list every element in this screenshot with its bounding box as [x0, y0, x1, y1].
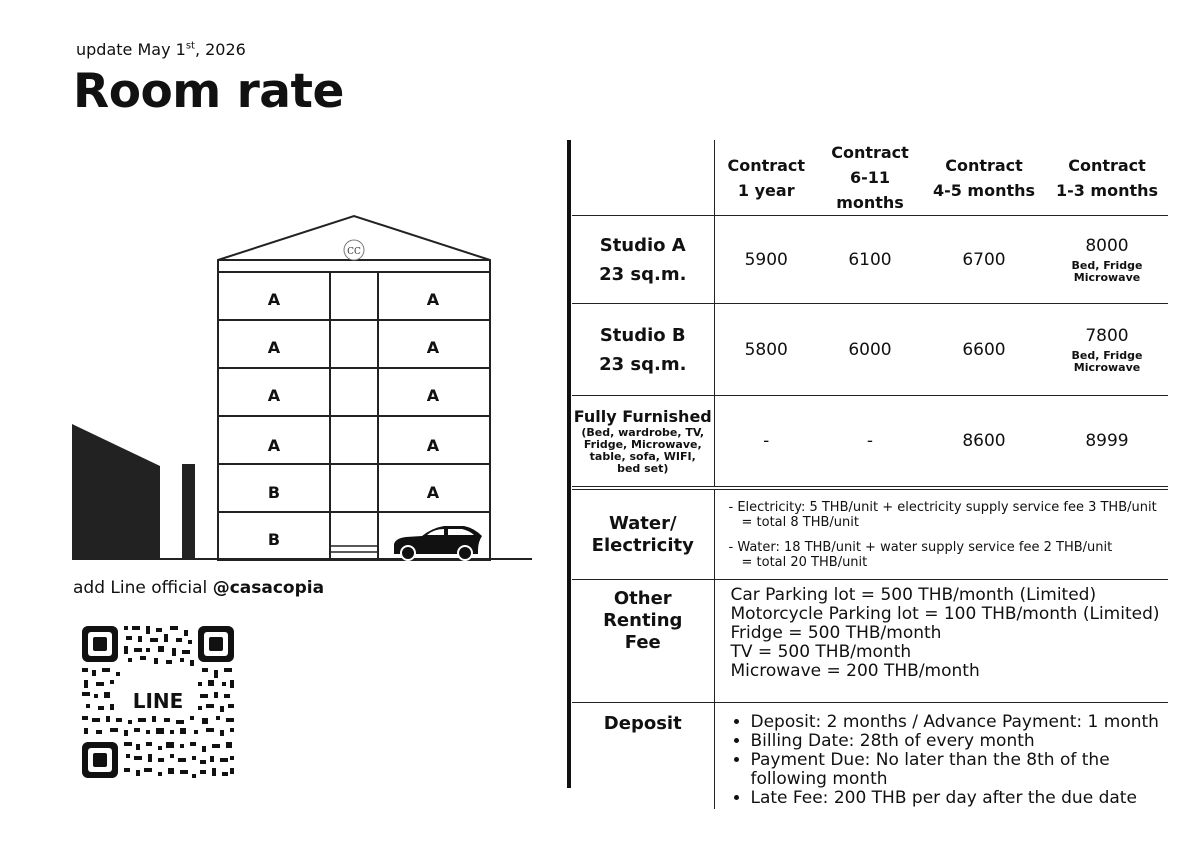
- studio-a-price-4-5-months: 6700: [922, 216, 1046, 304]
- list-item: Motorcycle Parking lot = 100 THB/month (Limited): [730, 604, 1160, 624]
- unit-label: A: [426, 436, 440, 455]
- qr-finder-top-right: [198, 626, 234, 662]
- unit-label: B: [267, 530, 281, 549]
- studio-a-label: Studio A 23 sq.m.: [572, 216, 714, 304]
- studio-b-price-4-5-months: 6600: [922, 304, 1046, 396]
- qr-finder-top-left: [82, 626, 118, 662]
- electricity-rate: - Electricity: 5 THB/unit + electricity supply service fee 3 THB/unit = total 8 THB/unit: [728, 499, 1157, 530]
- utilities-details: [714, 488, 1168, 580]
- table-row-fully-furnished: [572, 396, 1168, 489]
- line-handle: @casacopia: [212, 578, 325, 598]
- unit-label: A: [267, 386, 281, 405]
- list-item: • Payment Due: No later than the 8th of the following month: [751, 751, 1169, 789]
- building-illustration: [72, 212, 534, 564]
- unit-label: B: [267, 483, 281, 502]
- studio-b-price-1-year: 5800: [714, 304, 818, 396]
- logo-text: CC: [347, 247, 361, 257]
- list-item: • Late Fee: 200 THB per day after the due date: [751, 789, 1169, 808]
- studio-b-price-1-3-months: 7800 Bed, Fridge Microwave: [1046, 304, 1168, 396]
- studio-a-price-1-3-months: 8000 Bed, Fridge Microwave: [1046, 216, 1168, 304]
- list-item: TV = 500 THB/month: [730, 642, 912, 662]
- furnished-price-6-11-months: -: [818, 396, 922, 489]
- qr-line-label: LINE: [132, 689, 184, 713]
- page-title: Room rate: [73, 64, 344, 119]
- header-contract-6-11-months: Contract 6-11 months: [831, 143, 909, 212]
- unit-label: A: [426, 338, 440, 357]
- list-item: Fridge = 500 THB/month: [730, 623, 942, 643]
- unit-label: A: [426, 386, 440, 405]
- pillar-shape: [182, 464, 195, 560]
- studio-b-label: Studio B 23 sq.m.: [572, 304, 714, 396]
- unit-label: A: [426, 483, 440, 502]
- studio-a-price-1-year: 5900: [714, 216, 818, 304]
- line-official-text: add Line official @casacopia: [73, 578, 325, 598]
- update-date: update May 1st, 2026: [76, 40, 246, 59]
- list-item: • Deposit: 2 months / Advance Payment: 1 month: [751, 713, 1169, 732]
- list-item: Microwave = 200 THB/month: [730, 661, 980, 681]
- unit-label: A: [267, 290, 281, 309]
- header-contract-1-year: Contract 1 year: [727, 155, 806, 200]
- list-item: • Billing Date: 28th of every month: [751, 732, 1169, 751]
- vertical-divider: [567, 140, 571, 788]
- other-fee-details: [714, 580, 1168, 703]
- header-contract-1-3-months: Contract 1-3 months: [1055, 155, 1159, 200]
- studio-a-note: Bed, Fridge Microwave: [1071, 258, 1143, 284]
- line-qr-code[interactable]: [80, 624, 236, 780]
- list-item: Car Parking lot = 500 THB/month (Limited): [730, 585, 1097, 605]
- table-row-studio-b: [572, 304, 1168, 396]
- table-row-other-fee: [572, 580, 1168, 703]
- table-row-deposit: [572, 703, 1168, 810]
- header-empty-cell: [572, 140, 714, 216]
- left-wall-shape: [72, 424, 160, 560]
- qr-finder-bottom-left: [82, 742, 118, 778]
- fully-furnished-label: Fully Furnished (Bed, wardrobe, TV, Fridge, Microwave, table, sofa, WIFI, bed set): [572, 396, 714, 489]
- table-row-utilities: [572, 488, 1168, 580]
- deposit-label: Deposit: [572, 703, 714, 810]
- furnished-price-1-year: -: [714, 396, 818, 489]
- table-row-studio-a: [572, 216, 1168, 304]
- studio-b-note: Bed, Fridge Microwave: [1071, 348, 1143, 374]
- furnished-price-4-5-months: 8600: [922, 396, 1046, 489]
- deposit-details: [714, 703, 1168, 810]
- unit-label: A: [426, 290, 440, 309]
- utilities-label: Water/ Electricity: [572, 488, 714, 580]
- water-rate: - Water: 18 THB/unit + water supply service fee 2 THB/unit = total 20 THB/unit: [728, 539, 1113, 570]
- table-header-row: [572, 140, 1168, 216]
- studio-b-price-6-11-months: 6000: [818, 304, 922, 396]
- studio-a-price-6-11-months: 6100: [818, 216, 922, 304]
- unit-label: A: [267, 436, 281, 455]
- other-fee-label: Other Renting Fee: [572, 580, 714, 703]
- room-rate-table: [572, 140, 1168, 809]
- furnished-price-1-3-months: 8999: [1046, 396, 1168, 489]
- unit-label: A: [267, 338, 281, 357]
- header-contract-4-5-months: Contract 4-5 months: [932, 155, 1036, 200]
- fully-furnished-details: (Bed, wardrobe, TV, Fridge, Microwave, table, sofa, WIFI, bed set): [581, 426, 705, 475]
